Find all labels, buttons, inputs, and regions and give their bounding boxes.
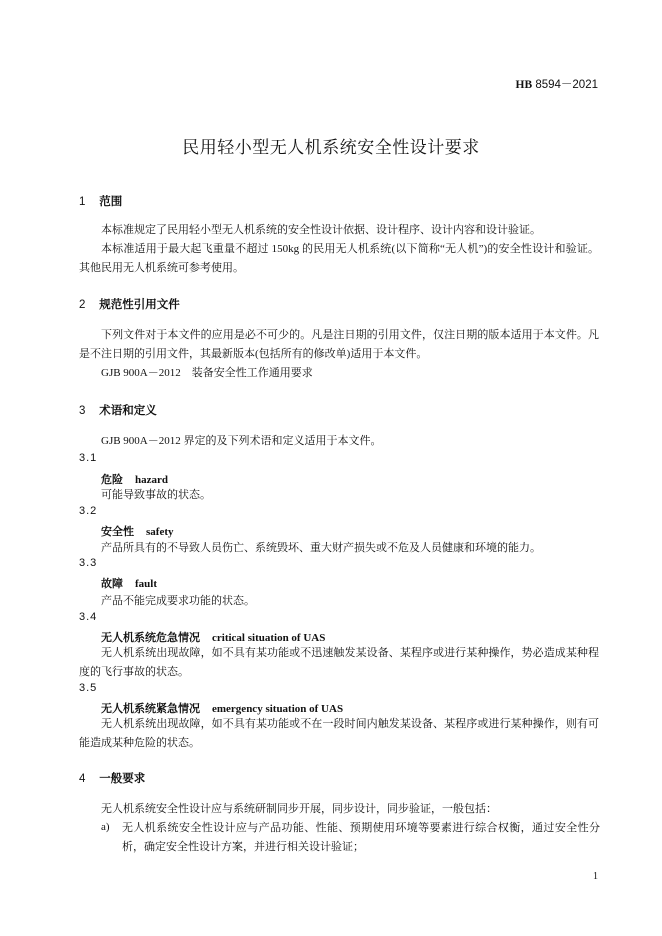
term-heading (101, 575, 157, 591)
section-title: 一般要求 (99, 773, 146, 785)
section-3-heading (79, 402, 157, 418)
section-title: 规范性引用文件 (99, 299, 180, 311)
section-3-intro: GJB 900A－2012 界定的及下列术语和定义适用于本文件。 (101, 435, 382, 447)
term-definition: 可能导致事故的状态。 (101, 489, 211, 501)
section-title: 范围 (99, 196, 123, 208)
section-4-intro: 无人机系统安全性设计应与系统研制同步开展，同步设计，同步验证，一般包括： (101, 803, 497, 815)
term-definition: 产品所具有的不导致人员伤亡、系统毁坏、重大财产损失或不危及人员健康和环境的能力。 (101, 542, 541, 554)
term-zh: 安全性 (101, 526, 134, 538)
term-definition: 无人机系统出现故障，如不具有某功能或不在一段时间内触发某设备、某程序或进行某种操作，则有可能造成某种危险的状态。 (79, 718, 599, 749)
term-zh: 无人机系统紧急情况 (101, 703, 200, 715)
section-1-paragraph-1: 本标准规定了民用轻小型无人机系统的安全性设计依据、设计程序、设计内容和设计验证。 (101, 224, 541, 236)
section-number: 3 (79, 405, 86, 417)
document-title: 民用轻小型无人机系统安全性设计要求 (182, 138, 480, 157)
normative-reference: GJB 900A－2012 装备安全性工作通用要求 (101, 367, 313, 379)
standard-prefix: HB (515, 79, 533, 91)
term-number: 3.1 (79, 452, 98, 464)
term-heading (101, 471, 168, 487)
list-item-label: a) (101, 821, 110, 833)
term-definition: 无人机系统出现故障，如不具有某功能或不迅速触发某设备、某程序或进行某种操作，势必造成某种程度的飞行事故的状态。 (79, 647, 599, 678)
page-number: 1 (593, 871, 598, 882)
term-zh: 故障 (101, 578, 123, 590)
term-en: fault (135, 578, 157, 590)
term-definition: 产品不能完成要求功能的状态。 (101, 595, 255, 607)
section-1-heading (79, 193, 122, 209)
section-number: 4 (79, 773, 86, 785)
section-4-heading (79, 770, 145, 786)
term-number: 3.4 (79, 611, 98, 623)
term-zh: 危险 (101, 474, 123, 486)
term-number: 3.5 (79, 682, 98, 694)
term-number: 3.3 (79, 557, 98, 569)
term-heading (101, 629, 325, 645)
section-2-heading (79, 296, 180, 312)
section-number: 1 (79, 196, 86, 208)
term-en: hazard (135, 474, 168, 486)
section-number: 2 (79, 299, 86, 311)
term-en: emergency situation of UAS (212, 703, 344, 715)
term-zh: 无人机系统危急情况 (101, 632, 200, 644)
standard-number (516, 76, 599, 92)
section-2-paragraph-1: 下列文件对于本文件的应用是必不可少的。凡是注日期的引用文件，仅注日期的版本适用于本文件。凡是不注日期的引用文件，其最新版本(包括所有的修改单)适用于本文件。 (79, 329, 599, 360)
term-heading (101, 700, 343, 716)
section-1-paragraph-2: 本标准适用于最大起飞重量不超过 150kg 的民用无人机系统(以下简称“无人机”)的安全性设计和验证。其他民用无人机系统可参考使用。 (79, 243, 599, 274)
term-en: critical situation of UAS (212, 632, 326, 644)
term-number: 3.2 (79, 505, 98, 517)
section-title: 术语和定义 (99, 405, 157, 417)
term-heading (101, 523, 174, 539)
standard-code: 8594－2021 (535, 79, 598, 91)
term-en: safety (146, 526, 174, 538)
list-item-text: 无人机系统安全性设计应与产品功能、性能、预期使用环境等要素进行综合权衡，通过安全性分析，确定安全性设计方案，并进行相关设计验证； (122, 822, 600, 853)
